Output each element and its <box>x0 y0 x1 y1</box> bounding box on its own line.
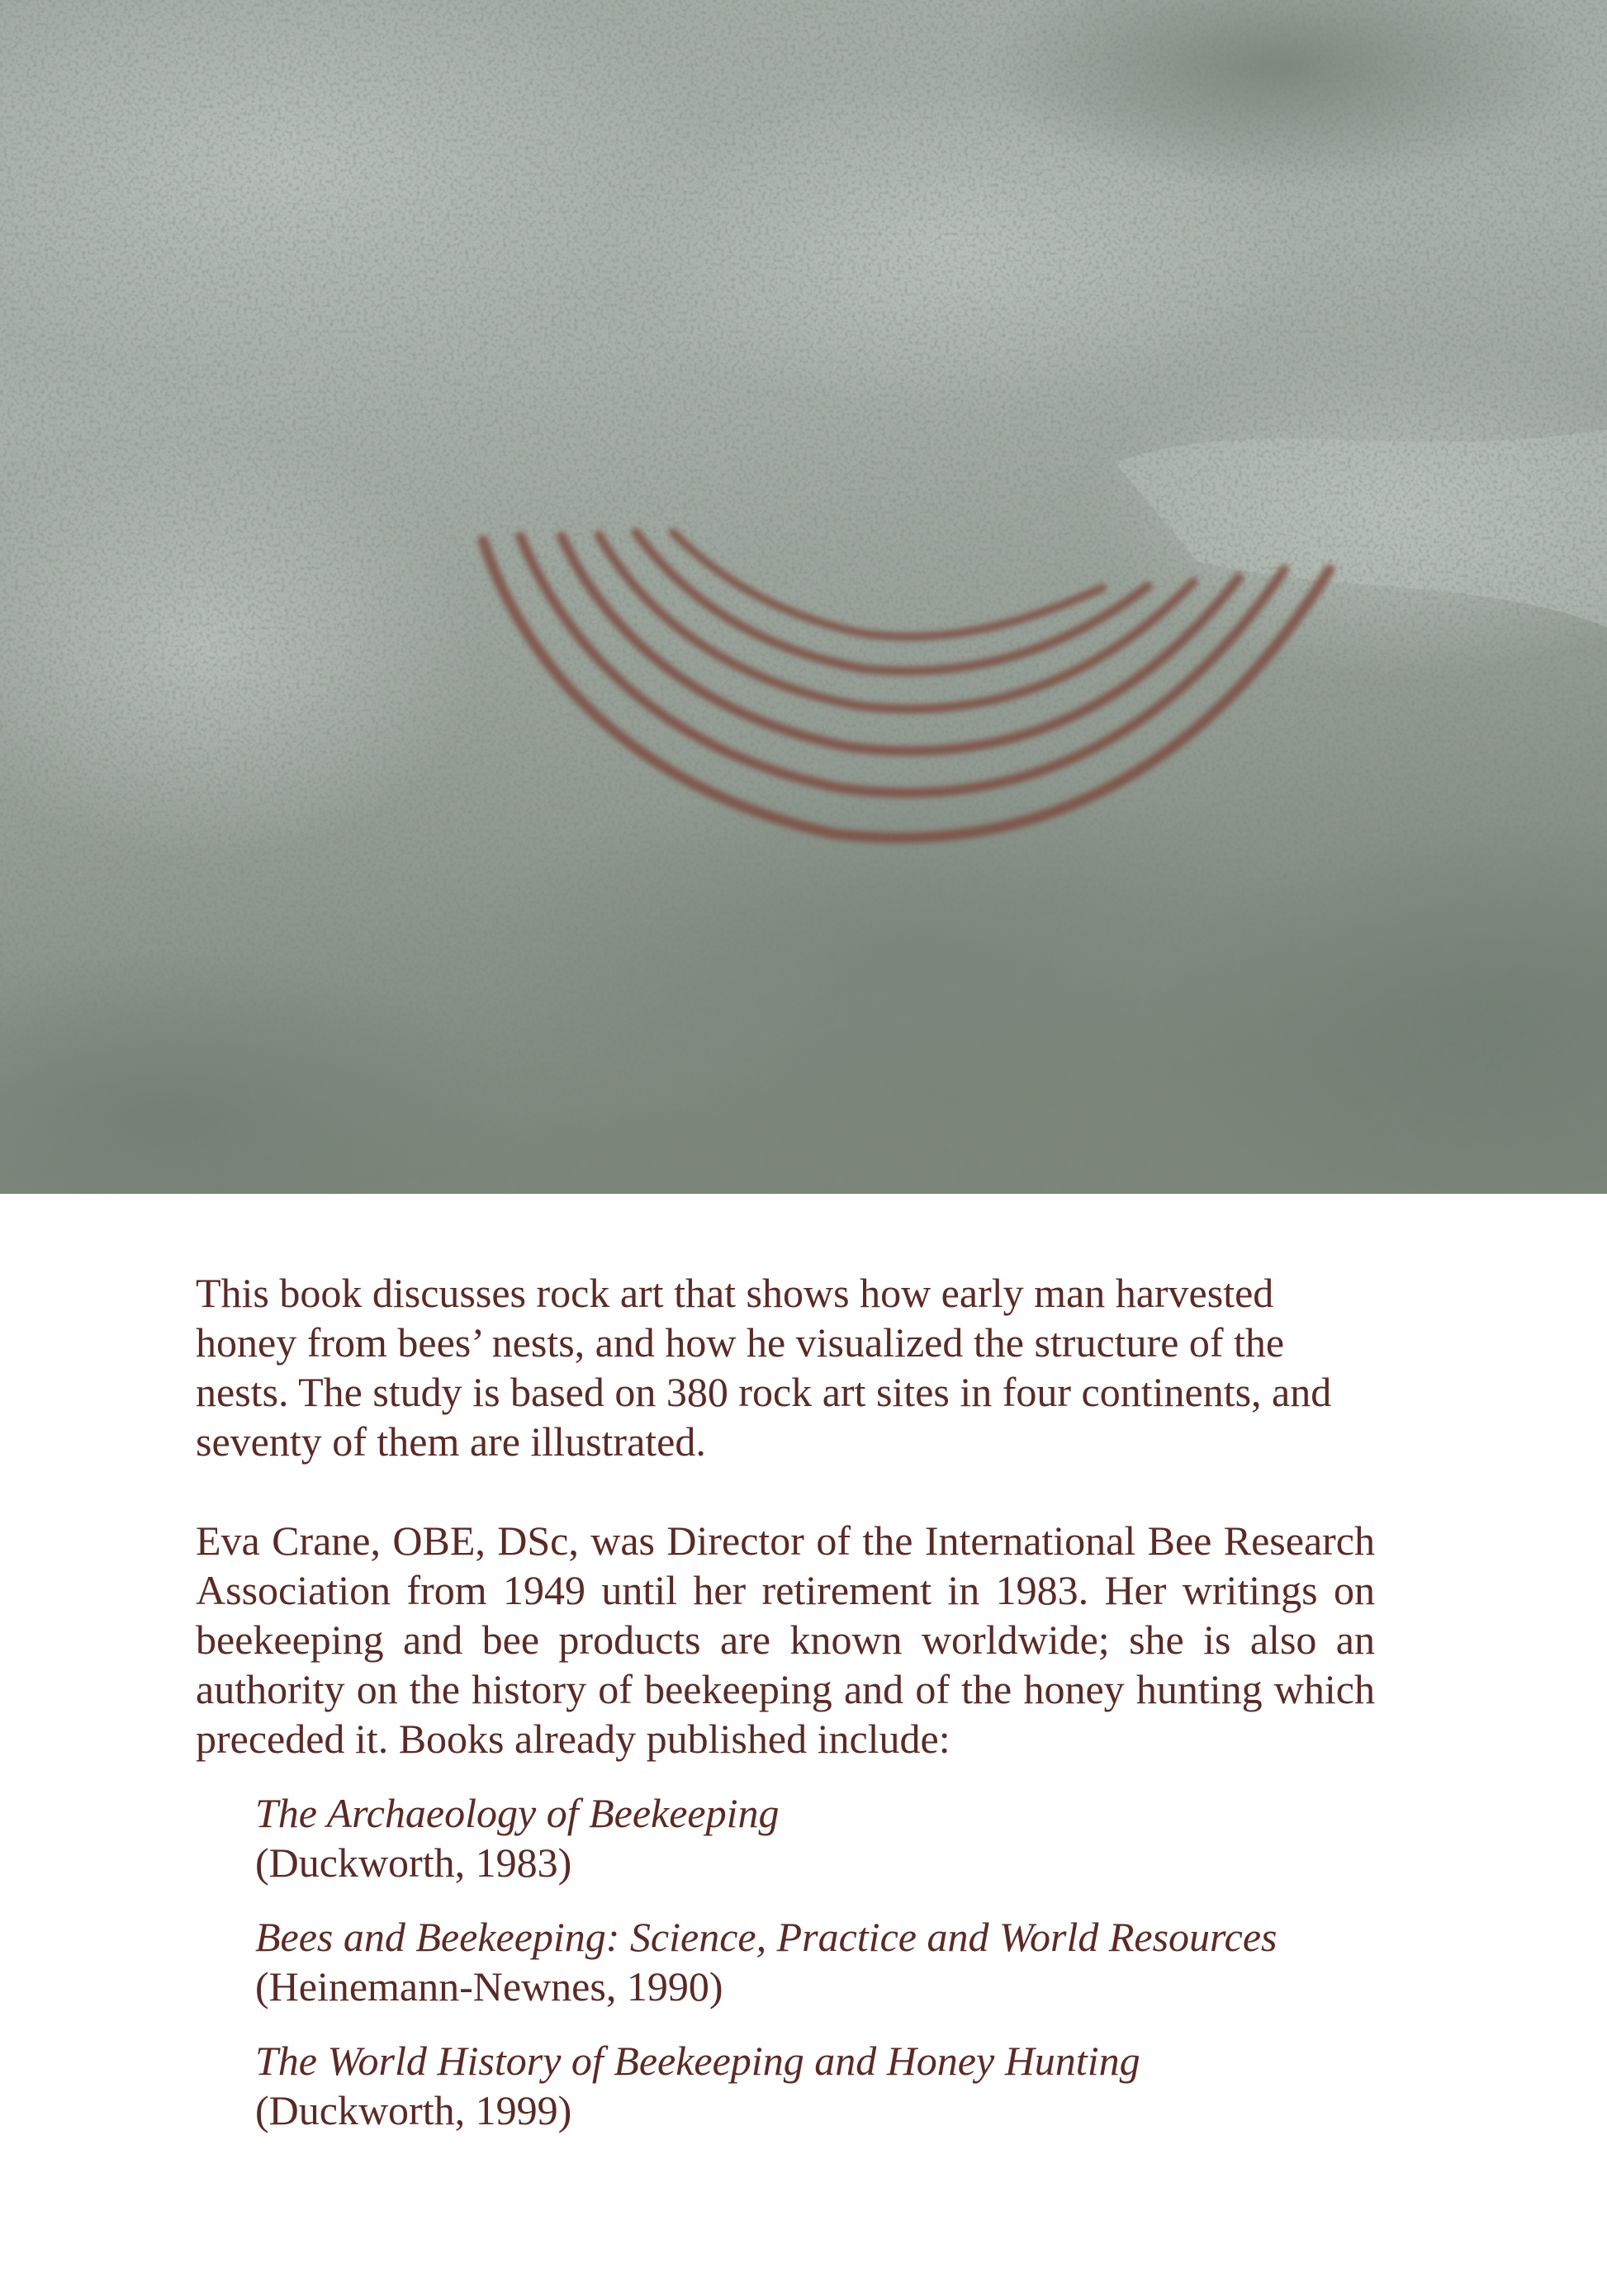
book-item <box>255 1788 1375 1887</box>
book-title: The Archaeology of Beekeeping <box>255 1790 780 1836</box>
book-title: The World History of Beekeeping and Honey Hunting <box>255 2038 1140 2084</box>
book-item <box>255 1912 1375 2011</box>
book-title: Bees and Beekeeping: Science, Practice and World Resources <box>255 1914 1278 1960</box>
book-list <box>255 1788 1375 2135</box>
book-publisher: (Duckworth, 1983) <box>255 1839 572 1886</box>
book-publisher: (Duckworth, 1999) <box>255 2087 572 2133</box>
book-publisher: (Heinemann-Newnes, 1990) <box>255 1963 723 2010</box>
back-cover-text <box>196 1268 1375 2160</box>
book-item <box>255 2036 1375 2135</box>
author-bio: Eva Crane, OBE, DSc, was Director of the International Bee Research Association from 1949 until her retirement in 1983. Her writings on beekeeping and bee products are known worldwide; she is also an authority on the history of beekeeping and of the honey hunting which preceded it. Books already published include: <box>196 1517 1375 1762</box>
book-description: This book discusses rock art that shows how early man harvested honey from bees’ nests, and how he visualized the structure of the nests. The study is based on 380 rock art sites in four continents, and seventy of them are illustrated. <box>196 1270 1332 1465</box>
